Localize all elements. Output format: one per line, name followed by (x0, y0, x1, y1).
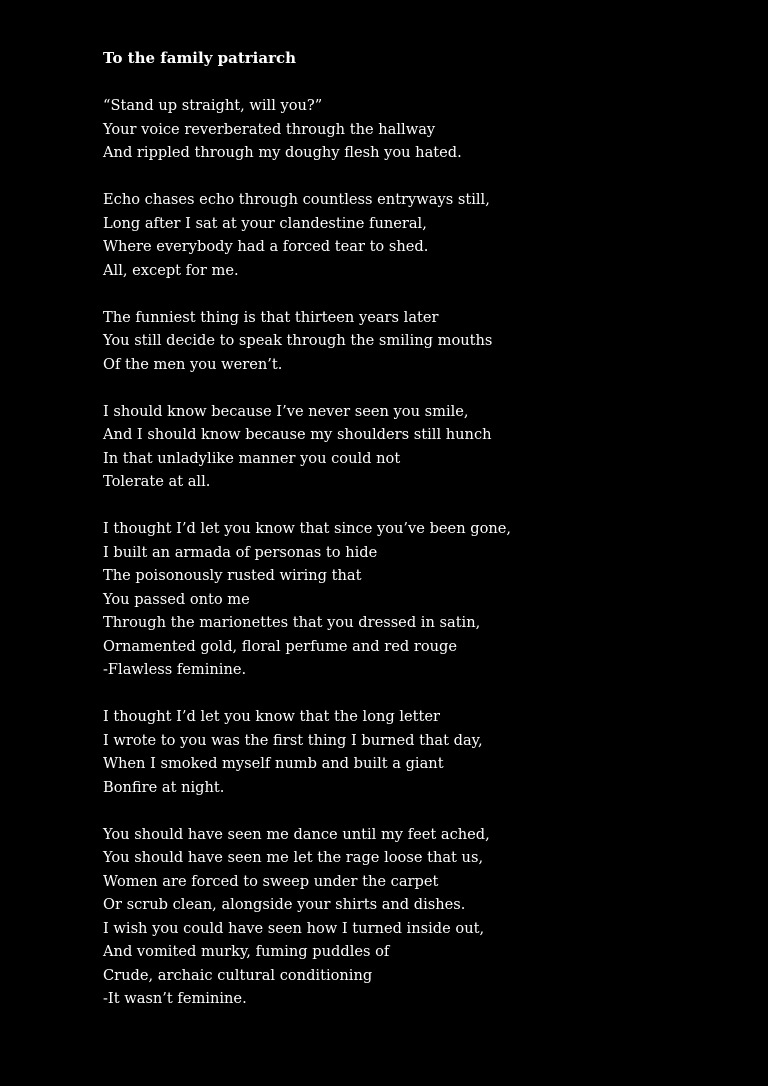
poem-line: I thought I’d let you know that since you’ve been gone, (103, 520, 512, 537)
poem-line: All, except for me. (103, 261, 239, 279)
poem-line: “Stand up straight, will you?” (103, 97, 323, 114)
poem-line: Long after I sat at your clandestine funeral, (103, 214, 427, 232)
stanza-6 (103, 705, 743, 799)
poem-line: I wrote to you was the first thing I burned that day, (103, 731, 483, 749)
poem-line: In that unladylike manner you could not (103, 449, 401, 467)
poem-line: I wish you could have seen how I turned inside out, (103, 919, 485, 937)
stanza-4 (103, 400, 743, 494)
poem-line: And I should know because my shoulders still hunch (103, 426, 492, 443)
poem-line: Your voice reverberated through the hallway (103, 120, 436, 138)
poem-line: You should have seen me dance until my feet ached, (103, 825, 490, 843)
stanza-2 (103, 188, 743, 282)
poem-line: Of the men you weren’t. (103, 355, 283, 373)
poem-line: Where everybody had a forced tear to shed. (103, 238, 429, 255)
poem-line: You passed onto me (103, 590, 250, 608)
poem-body (103, 94, 743, 1011)
stanza-5 (103, 517, 743, 682)
poem-line: -It wasn’t feminine. (103, 990, 247, 1007)
poem-title: To the family patriarch (103, 49, 297, 67)
poem-line: You still decide to speak through the smiling mouths (103, 332, 493, 349)
stanza-3 (103, 306, 743, 377)
poem-line: I thought I’d let you know that the long letter (103, 708, 441, 725)
poem-line: The funniest thing is that thirteen years later (103, 308, 439, 326)
poem-line: Through the marionettes that you dressed in satin, (103, 614, 481, 631)
poem-line: Crude, archaic cultural conditioning (103, 966, 373, 984)
poem-line: And vomited murky, fuming puddles of (103, 943, 390, 960)
poem-line: -Flawless feminine. (103, 661, 247, 678)
poem-line: Ornamented gold, floral perfume and red rouge (103, 637, 457, 655)
poem-line: The poisonously rusted wiring that (103, 567, 362, 584)
poem-line: I should know because I’ve never seen you smile, (103, 402, 469, 420)
stanza-1 (103, 94, 743, 165)
poem-page (103, 47, 743, 1034)
poem-line: When I smoked myself numb and built a giant (103, 755, 444, 772)
poem-line: You should have seen me let the rage loose that us, (103, 849, 484, 866)
poem-line: Echo chases echo through countless entryways still, (103, 191, 490, 208)
stanza-7 (103, 823, 743, 1011)
poem-line: Women are forced to sweep under the carpet (103, 872, 439, 890)
poem-line: Tolerate at all. (103, 473, 211, 490)
poem-line: Or scrub clean, alongside your shirts and dishes. (103, 896, 466, 913)
poem-line: And rippled through my doughy flesh you hated. (103, 144, 462, 161)
poem-line: I built an armada of personas to hide (103, 543, 378, 561)
poem-line: Bonfire at night. (103, 778, 225, 796)
